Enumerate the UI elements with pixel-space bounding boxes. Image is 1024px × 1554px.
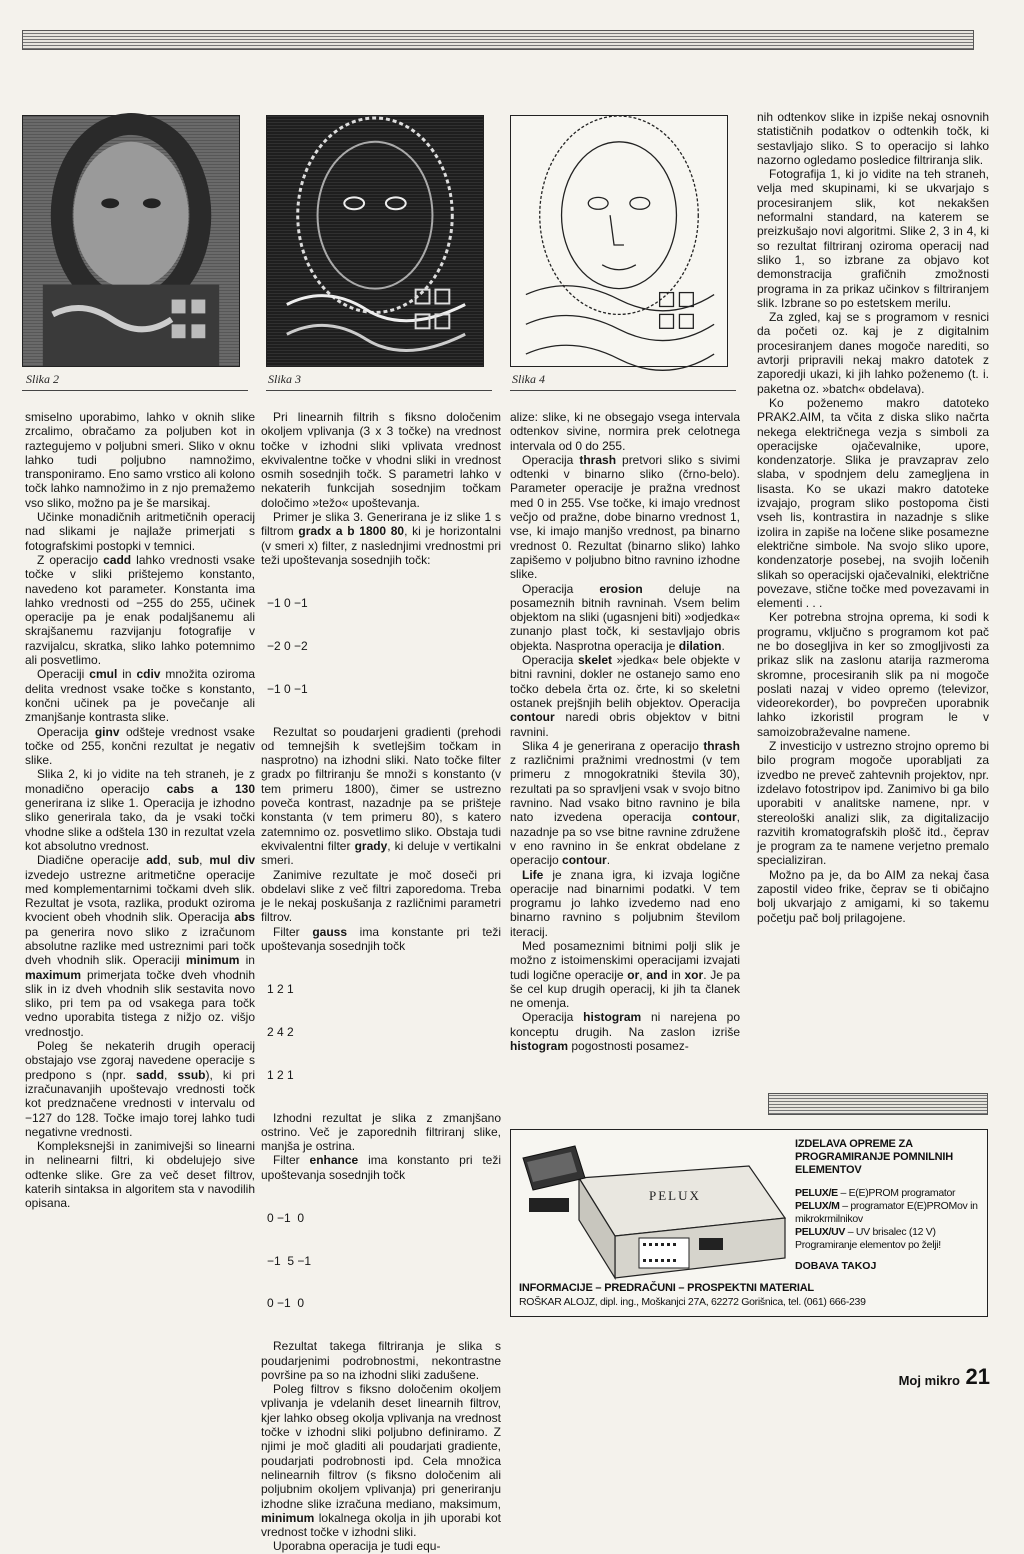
figure-slika-2-image — [22, 115, 240, 367]
ad-info-heading: INFORMACIJE – PREDRAČUNI – PROSPEKTNI MATERIAL — [519, 1282, 814, 1294]
paragraph: Operacija erosion deluje na posameznih bitnih ravninah. Vsem belim objektom na sliki (ugasnjeni biti) »odjedka« zunanjo plast točk, ki sestavljajo obris objekta. Nasprotna operacija je dilation. — [510, 581, 740, 653]
paragraph: Diadične operacije add, sub, mul div izvedejo ustrezne aritmetične operacije med komplementarnimi točkami dveh slik. Rezultat je vsota, razlika, produkt oziroma kvocient obeh vhodnih slik. Operacija abs pa generira novo sliko z izračunom absolutne razlike med ustreznimi pari točk dveh vhodnih slik. Operaciji minimum in maximum primerjata točke dveh vhodnih slik in iz dveh vhodnih slik sestavita novo sliko, pri tem pa od vsakega para točk vedno uporabita tistega z nižjo oz. višjo vrednostjo. — [25, 853, 256, 1039]
article-column-4 — [757, 110, 989, 925]
paragraph: Kompleksnejši in zanimivejši so linearni in nelinearni filtri, ki obdelujejo sive odtenke slike. Gre za več deset filtrov, katerih sintaksa in algoritem sta v navodilih opisana. — [25, 1139, 255, 1211]
paragraph: Izhodni rezultat je slika z zmanjšano ostrino. Več je zaporednih filtriranj slike, manjša je ostrina. — [261, 1110, 501, 1154]
decorative-top-bar — [22, 30, 974, 50]
paragraph: nih odtenkov slike in izpiše nekaj osnovnih statističnih podatkov o odtenkih točk, ki sestavljajo sliko. S to operacijo si lahko nazorno ogledamo posledice filtriranja slik. — [757, 110, 989, 167]
filter-matrix-gradx — [261, 567, 501, 724]
product-name: PELUX/E — [795, 1187, 838, 1199]
ad-product — [795, 1200, 985, 1226]
paragraph: Učinke monadičnih aritmetičnih operacij nad slikami je najlaže primerjati s fotografskimi postopki v temnici. — [25, 510, 255, 553]
paragraph: alize: slike, ki ne obsegajo vsega intervala odtenkov sivine, normira prek celotnega intervala od 0 do 255. — [510, 410, 740, 453]
paragraph: Možno pa je, da bo AIM za nekaj časa zapostil video frike, čeprav se ti običajno bolj ukvarjajo z amigami, ki so takemu početju pač bolj prilagojene. — [757, 867, 989, 925]
programmer-device-illustration — [519, 1138, 791, 1290]
figure-caption: Slika 2 — [26, 372, 59, 386]
paragraph: Med posameznimi bitnimi polji slik je možno z istoimenskimi operacijami izvajati tudi logične operacije or, and in xor. Je pa še cel kup drugih operacij, ki jih ta članek ne omenja. — [510, 938, 741, 1011]
ad-extra: Programiranje elementov po želji! — [795, 1239, 941, 1251]
article-column-3 — [510, 410, 740, 1053]
product-desc: – E(E)PROM programator — [837, 1187, 956, 1199]
matrix-row: −1 5 −1 — [267, 1253, 312, 1268]
paragraph: Z investicijo v ustrezno strojno opremo bi bilo program mogoče uporabljati za izvedbo ne preveč zahtevnih projektov, npr. izdelavo fotostripov ipd. Zanimivo bi ga bilo uporabiti v analitske namene, npr. v stereološki analizi slik, za digitalizacijo razvitih kromatografskih plošč itd., čeprav je program za te namene verjetno premalo specializiran. — [757, 739, 989, 868]
ad-availability: DOBAVA TAKOJ — [795, 1260, 877, 1272]
paragraph: Ko poženemo makro datoteko PRAK2.AIM, ta včita z diska sliko načrta nekega električnega vezja s simboli za operacijske ojačevalnike, upore, kondenzatorje. Slika je pravzaprav zelo slaba, v spodnjem delu zamegljena in lisasta. Ko se ukazi makro datoteke izvajajo, program sliko postopoma čisti vseh lis, kontrastira in nazadnje s slike izolira in zapiše na ločene slike posamezne električne simbole. Na svojo sliko upore, kondenzatorje posebej, na svojih ločenih slikah so operacijski ojačevalniki, električne povezave, stične točke med povezavami in elementi . . . — [757, 395, 989, 611]
paragraph: Za zgled, kaj se s programom v resnici da početi oz. kaj je z digitalnim procesiranjem danes mogoče narediti, so avtorji pripravili nekaj makro datotek z zaporedji ukazi, ki jih lahko poženemo (t. i. paketna oz. »batch« obdelava). — [757, 310, 989, 396]
caption-divider — [510, 390, 736, 391]
device-label: PELUX — [649, 1188, 701, 1203]
caption-divider — [22, 390, 248, 391]
figure-caption: Slika 3 — [268, 372, 301, 386]
paragraph: Operacija thrash pretvori sliko s sivimi odtenki v binarno sliko (črno-belo). Parameter operacije je pražna vrednost med 0 in 255. Vse točke, ki imajo vrednost večjo od pražne, dobe binarno vrednost 1, vse, ki imajo manjšo vrednost, pa binarno vrednost 0. Rezultat (binarno sliko) lahko zapišemo v poljubno bitno ravnino izhodne slike. — [510, 452, 740, 582]
filter-matrix-gauss — [261, 953, 501, 1110]
paragraph: Rezultat so poudarjeni gradienti (prehodi od temnejših k svetlejšim točkam in nasprotno) na izhodni sliki. Nato točke filter gradx po filtriranju še množi s konstanto (v tem primeru 1800), čimer se ustrezno poveča kontrast, nazadnje pa se prišteje konstanta (v tem primeru 80), s katero zatemnimo oz. posvetlimo sliko. Obstaja tudi ekvivalentni filter grady, ki deluje v vertikalni smeri. — [261, 724, 501, 868]
paragraph: smiselno uporabimo, lahko v oknih slike zrcalimo, obračamo za poljuben kot in raztegujemo v poljubni smeri. Sliko v oknu lahko tudi poljubno namnožimo, transponiramo. Eno samo vrstico ali kolono točk lahko namnožimo in z njo premažemo vso sliko, možno pa je še marsikaj. — [25, 410, 255, 510]
paragraph: Z operacijo cadd lahko vrednosti vsake točke v sliki prištejemo konstanto, navedeno kot parameter. Konstanta ima lahko vrednosti od −255 do 255, učinek operacije pa je enak podaljšanemu ali skrajšanemu razvijanju fotografije v razvijalcu, skratka, sliko lahko potemnimo ali posvetlimo. — [25, 552, 255, 668]
article-column-2 — [261, 410, 501, 1554]
ad-product — [795, 1187, 985, 1200]
matrix-row: 0 −1 0 — [267, 1210, 305, 1225]
ad-product — [795, 1226, 985, 1239]
figure-slika-3-image — [266, 115, 484, 367]
figure-slika-4-image — [510, 115, 728, 367]
paragraph: Operacija ginv odšteje vrednost vsake točke od 255, končni rezultat je negativ slike. — [25, 724, 255, 768]
matrix-row: 0 −1 0 — [267, 1296, 305, 1311]
paragraph: Rezultat takega filtriranja je slika s poudarjenimi podrobnostmi, nekontrastne površine pa so na izhodni sliki zadušene. — [261, 1339, 501, 1382]
paragraph: Poleg filtrov s fiksno določenim okoljem vplivanja je vdelanih deset linearnih filtrov, kjer lahko obseg okolja vplivanja na vrednost točke v izhodni sliki poljubno definiramo. Z njimi je moč gladiti ali poudarjati gradiente, poudarjati podrobnosti ipd. Cela množica nelinearnih filtrov (s fiksno določenim ali poljubnim okoljem vplivanja) pri generiranju izhodne slike izračuna mediano, maksimum, minimum lokalnega okolja in jih uporabi kot vrednost točke v izhodni sliki. — [261, 1382, 501, 1540]
paragraph: Operaciji cmul in cdiv množita oziroma delita vrednost vsake točke s konstanto, končni učinek pa je povečanje ali zmanjšanje kontrasta slike. — [25, 667, 255, 725]
page-number: 21 — [965, 1364, 990, 1389]
paragraph: Fotografija 1, ki jo vidite na teh straneh, velja med skupinami, ki se ukvarjajo s procesiranjem slik, kot nekakšen neformalni standard, na katerem se preizkušajo novi algoritmi. Slike 2, 3 in 4, ki so rezultat filtriranj oziroma operacij nad sliko 1, so izbrane za objavo kot demonstracija grafičnih zmožnosti programa in za prikaz učinkov s filtriranjem slik. Izbrane so po estetskem merilu. — [757, 167, 989, 310]
paragraph: Zanimive rezultate je moč doseči pri obdelavi slike z več filtri zaporedoma. Treba je le nekaj poskušanja z različnimi parametri filtrov. — [261, 867, 501, 925]
matrix-row: 2 4 2 — [267, 1024, 294, 1039]
paragraph: Life je znana igra, ki izvaja logične operacije nad binarnimi podatki. V tem programu jo lahko izvedemo nad eno binarno ravnino s poljubnim številom iteracij. — [510, 867, 740, 939]
paragraph: Slika 4 je generirana z operacijo thrash z različnimi pražnimi vrednostmi (v tem primeru z mnogokratniki števila 30), rezultati pa so spravljeni vsak v svojo bitno ravnino. Nad vsako bitno ravnino je bila nato izvedena operacija contour, nazadnje pa so vse bitne ravnine združene v eno ravnino in še enkrat obdelane z operacijo contour. — [510, 738, 740, 868]
paragraph: Primer je slika 3. Generirana je iz slike 1 s filtrom gradx a b 1800 80, ki je horizontalni (v smeri x) filter, z naslednjimi vrednostmi pri teži upoštevanja sosednjih točk: — [261, 510, 501, 567]
matrix-row: −1 0 −1 — [267, 681, 308, 696]
paragraph: Filter enhance ima konstanto pri teži upoštevanja sosednjih točk — [261, 1153, 502, 1182]
ad-title: IZDELAVA OPREME ZA PROGRAMIRANJE POMNILNIH ELEMENTOV — [795, 1138, 953, 1176]
article-column-1 — [25, 410, 255, 1211]
ad-address: ROŠKAR ALOJZ, dipl. ing., Moškanjci 27A, 62272 Gorišnica, tel. (061) 666-239 — [519, 1296, 866, 1308]
magazine-name: Moj mikro — [898, 1373, 960, 1388]
paragraph: Operacija skelet »jedka« bele objekte v bitni ravnini, dokler ne ostanejo samo eno točko debela črta oz. črte, ki so skeletni ostanek prejšnjih belih objektov. Operacija contour naredi obris objektov v bitni ravnini. — [510, 653, 740, 739]
filter-matrix-enhance — [261, 1182, 501, 1339]
paragraph: Operacija histogram ni narejena po konceptu drugih. Na zaslon izriše histogram pogostnosti posamez- — [510, 1010, 740, 1054]
paragraph: Filter gauss ima konstante pri teži upoštevanja sosednjih točk — [261, 924, 502, 953]
paragraph: Ker potrebna strojna oprema, ki sodi k programu, vključno s programom kot pač ne bo dosegljiva in ker so zmogljivosti za prikaz slik na zaslonu atarija razmeroma skromne, procesiranih slik pa ni mogoče poslati nazaj v video opremo (televizor, videorekorder), bo povprečen uporabnik lahko izkoristil program le v samoizobraževalne namene. — [757, 610, 989, 739]
product-desc: – UV brisalec (12 V) — [845, 1226, 936, 1238]
matrix-row: −1 0 −1 — [267, 595, 308, 610]
matrix-row: −2 0 −2 — [267, 638, 308, 653]
product-desc: – programator E(E)PROMov in mikrokrmilnikov — [795, 1200, 978, 1225]
figure-caption: Slika 4 — [512, 372, 545, 386]
product-name: PELUX/M — [795, 1200, 840, 1212]
paragraph: Pri linearnih filtrih s fiksno določenim okoljem vplivanja (3 x 3 točke) na vrednost točke v izhodni sliki vplivata vrednost ekvivalentne točke v vhodni sliki in vrednost osmih sosednjih točk. S parametri lahko v nekaterih funkcijah sosednjim točkam določimo »težo« upoštevanja. — [261, 410, 501, 510]
caption-divider — [266, 390, 492, 391]
matrix-row: 1 2 1 — [267, 1067, 294, 1082]
paragraph: Poleg še nekaterih drugih operacij obstajajo vse zgoraj navedene operacije s predpono s (npr. sadd, ssub), ki pri izračunavanjih upoštevajo vrednosti točk kot predznačene vrednosti v intervalu od −127 do 128. Točke imajo torej lahko tudi negativne vrednosti. — [25, 1039, 256, 1139]
matrix-row: 1 2 1 — [267, 981, 294, 996]
decorative-divider-bar — [768, 1093, 988, 1115]
paragraph: Uporabna operacija je tudi equ- — [273, 1539, 441, 1554]
product-name: PELUX/UV — [795, 1226, 846, 1238]
pelux-advertisement — [510, 1129, 988, 1317]
paragraph: Slika 2, ki jo vidite na teh straneh, je z monadično operacijo cabs a 130 generirana iz slike 1. Operacija je izhodno sliko generirala tako, da je vsaki točki vhodne slike a odštela 130 in rezultat vzela kot absolutno vrednost. — [25, 767, 255, 853]
ad-info — [795, 1138, 985, 1273]
